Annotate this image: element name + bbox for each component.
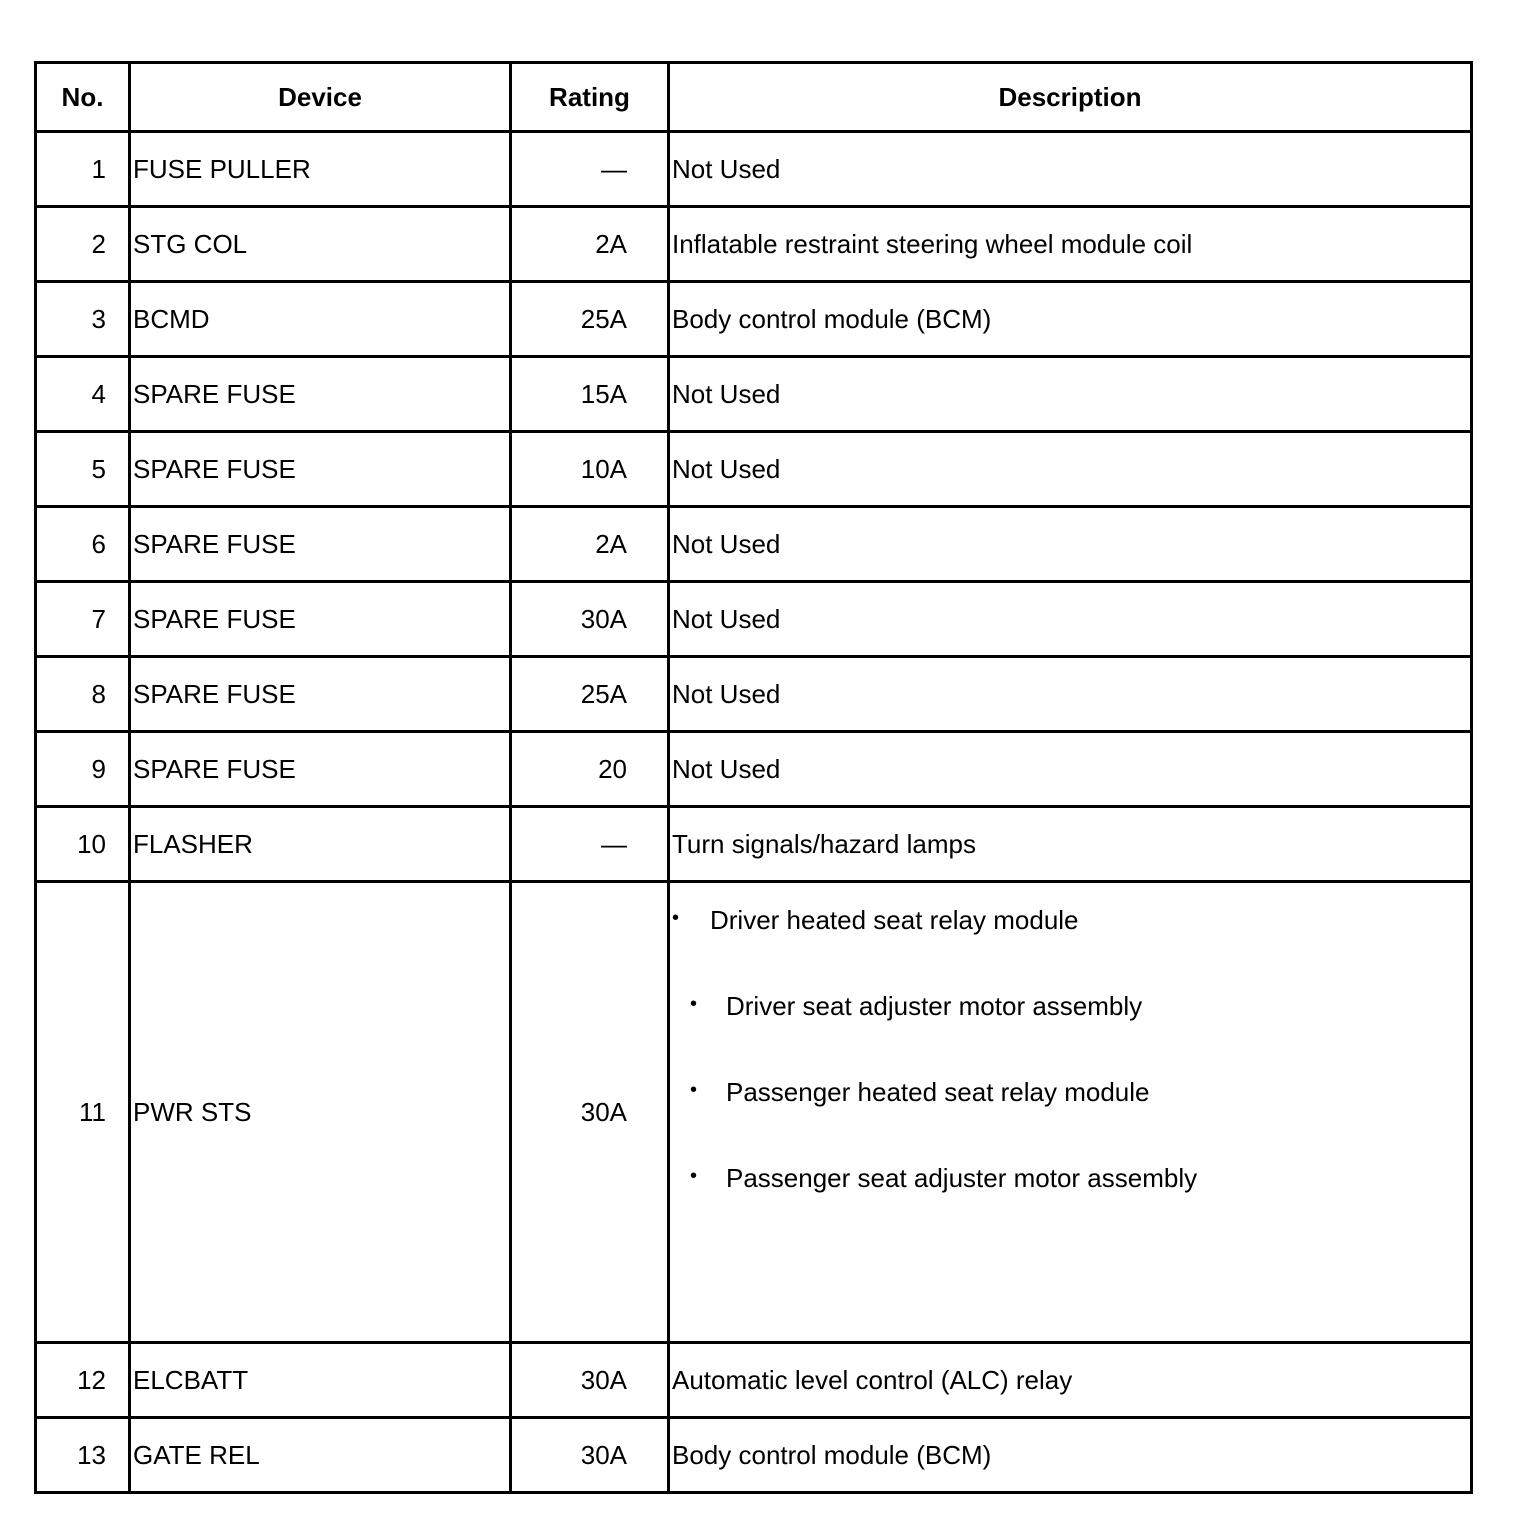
cell-rating: 2A (511, 207, 669, 282)
cell-description: Body control module (BCM) (669, 1418, 1472, 1493)
cell-rating: 25A (511, 657, 669, 732)
cell-rating: — (511, 807, 669, 882)
cell-no: 1 (36, 132, 130, 207)
cell-no: 11 (36, 882, 130, 1343)
cell-no: 10 (36, 807, 130, 882)
cell-device: SPARE FUSE (130, 657, 511, 732)
cell-no: 6 (36, 507, 130, 582)
cell-description: Inflatable restraint steering wheel module coil (669, 207, 1472, 282)
cell-no: 3 (36, 282, 130, 357)
cell-rating: 30A (511, 582, 669, 657)
cell-description: Turn signals/hazard lamps (669, 807, 1472, 882)
table-row (36, 432, 1472, 507)
bullet-marker: • (690, 1079, 698, 1101)
table-row (36, 507, 1472, 582)
cell-description: Not Used (669, 357, 1472, 432)
cell-device: PWR STS (130, 882, 511, 1343)
cell-device: FLASHER (130, 807, 511, 882)
cell-device: SPARE FUSE (130, 432, 511, 507)
table-row (36, 357, 1472, 432)
cell-rating: 30A (511, 1343, 669, 1418)
cell-device: SPARE FUSE (130, 507, 511, 582)
cell-no: 12 (36, 1343, 130, 1418)
header-no: No. (36, 63, 130, 132)
list-item-text: Passenger seat adjuster motor assembly (726, 1163, 1198, 1193)
cell-device: SPARE FUSE (130, 582, 511, 657)
table-row (36, 282, 1472, 357)
table-row (36, 732, 1472, 807)
cell-device: FUSE PULLER (130, 132, 511, 207)
table-row (36, 132, 1472, 207)
cell-rating: — (511, 132, 669, 207)
bullet-list (672, 883, 1470, 1341)
fuse-table (34, 61, 1473, 1494)
cell-rating: 2A (511, 507, 669, 582)
cell-description: Automatic level control (ALC) relay (669, 1343, 1472, 1418)
table-row (36, 582, 1472, 657)
cell-device: BCMD (130, 282, 511, 357)
header-description: Description (669, 63, 1472, 132)
cell-description: Not Used (669, 132, 1472, 207)
cell-description: Not Used (669, 732, 1472, 807)
table-row (36, 1418, 1472, 1493)
cell-description: Not Used (669, 507, 1472, 582)
cell-no: 2 (36, 207, 130, 282)
header-device: Device (130, 63, 511, 132)
cell-no: 4 (36, 357, 130, 432)
cell-description (669, 882, 1472, 1343)
table-row (36, 657, 1472, 732)
table-row (36, 1343, 1472, 1418)
cell-no: 8 (36, 657, 130, 732)
cell-rating: 25A (511, 282, 669, 357)
cell-device: STG COL (130, 207, 511, 282)
cell-description: Not Used (669, 432, 1472, 507)
header-row (36, 63, 1472, 132)
bullet-marker: • (672, 907, 680, 929)
cell-device: SPARE FUSE (130, 357, 511, 432)
cell-rating: 20 (511, 732, 669, 807)
table-row (36, 882, 1472, 1343)
list-item-text: Passenger heated seat relay module (726, 1077, 1150, 1107)
bullet-marker: • (690, 1165, 698, 1187)
cell-rating: 30A (511, 882, 669, 1343)
header-rating: Rating (511, 63, 669, 132)
cell-device: SPARE FUSE (130, 732, 511, 807)
cell-description: Body control module (BCM) (669, 282, 1472, 357)
table-row (36, 207, 1472, 282)
table-row (36, 807, 1472, 882)
cell-no: 9 (36, 732, 130, 807)
cell-rating: 30A (511, 1418, 669, 1493)
cell-no: 7 (36, 582, 130, 657)
list-item-text: Driver heated seat relay module (710, 905, 1079, 935)
cell-device: GATE REL (130, 1418, 511, 1493)
cell-device: ELCBATT (130, 1343, 511, 1418)
cell-no: 5 (36, 432, 130, 507)
bullet-marker: • (690, 993, 698, 1015)
cell-no: 13 (36, 1418, 130, 1493)
list-item-text: Driver seat adjuster motor assembly (726, 991, 1143, 1021)
cell-description: Not Used (669, 657, 1472, 732)
cell-description: Not Used (669, 582, 1472, 657)
cell-rating: 10A (511, 432, 669, 507)
cell-rating: 15A (511, 357, 669, 432)
